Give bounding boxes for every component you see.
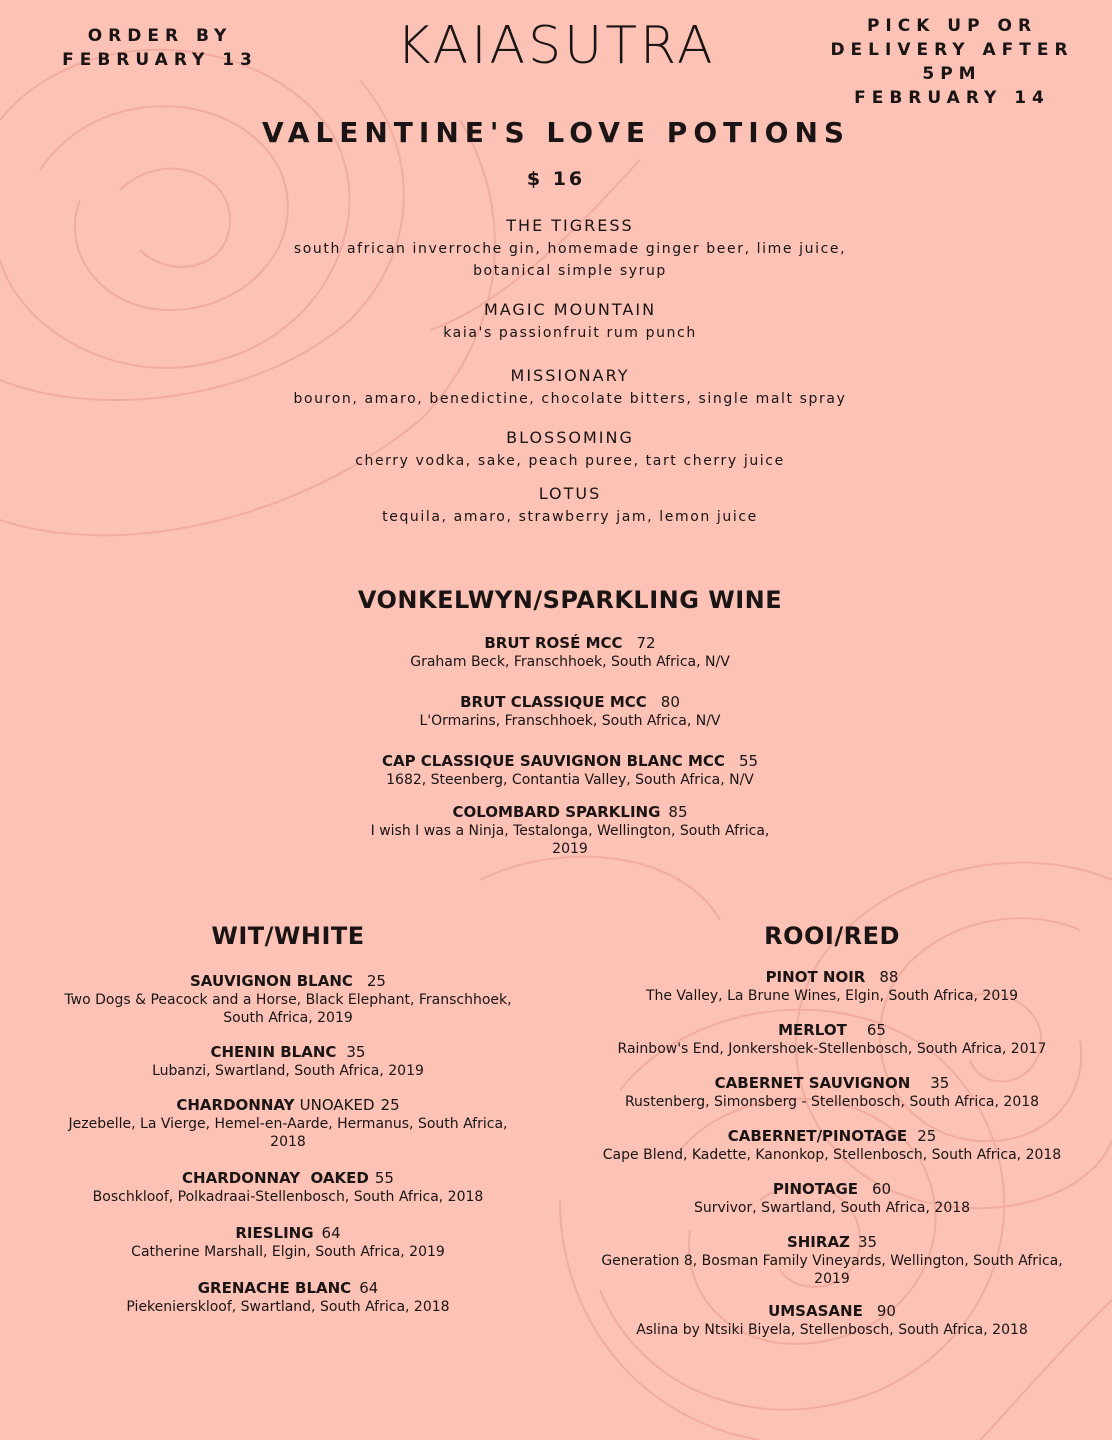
cocktail-name: THE TIGRESS: [506, 216, 634, 235]
cocktail-item: [220, 364, 920, 410]
wine-item: [40, 1224, 536, 1261]
pickup-info: [802, 14, 1102, 110]
wine-name: CABERNET SAUVIGNON: [714, 1074, 911, 1092]
wine-price: 25: [917, 1127, 937, 1145]
cocktail-list: [220, 214, 920, 544]
wine-desc: Jezebelle, La Vierge, Hemel-en-Aarde, Hermanus, South Africa,: [68, 1116, 508, 1132]
red-wine-section: [580, 922, 1084, 1353]
wine-item: [270, 752, 870, 789]
wine-desc: Catherine Marshall, Elgin, South Africa, 2019: [131, 1244, 445, 1260]
red-title: ROOI/RED: [764, 922, 900, 950]
wine-price: 25: [366, 972, 386, 990]
cocktail-name: LOTUS: [538, 484, 602, 503]
order-deadline-line1: ORDER BY: [87, 26, 233, 46]
wine-desc: Rainbow's End, Jonkershoek-Stellenbosch, South Africa, 2017: [617, 1041, 1047, 1057]
wine-price: 72: [636, 634, 656, 652]
wine-item: [270, 693, 870, 730]
wine-name: CAP CLASSIQUE SAUVIGNON BLANC MCC: [381, 752, 725, 770]
wine-desc: 2018: [270, 1134, 306, 1150]
wine-name: RIESLING: [235, 1224, 314, 1242]
cocktail-desc: botanical simple syrup: [473, 263, 667, 279]
wine-price: 55: [374, 1169, 394, 1187]
wine-name: UMSASANE: [768, 1302, 863, 1320]
wine-name: BRUT ROSÉ MCC: [484, 634, 623, 652]
wine-desc: Rustenberg, Simonsberg - Stellenbosch, South Africa, 2018: [624, 1094, 1040, 1110]
cocktail-item: [220, 426, 920, 472]
white-title: WIT/WHITE: [211, 922, 365, 950]
wine-desc: 2019: [552, 841, 588, 857]
wine-item: [580, 1180, 1084, 1217]
wine-desc: South Africa, 2019: [223, 1010, 353, 1026]
cocktail-desc: kaia's passionfruit rum punch: [443, 325, 697, 341]
wine-name: SHIRAZ: [786, 1233, 850, 1251]
white-wine-section: [40, 922, 536, 1330]
wine-style-note: UNOAKED: [299, 1096, 375, 1114]
wine-price: 65: [866, 1021, 886, 1039]
wine-item: [580, 1074, 1084, 1111]
cocktail-desc: bouron, amaro, benedictine, chocolate bitters, single malt spray: [293, 391, 847, 407]
wine-desc: Generation 8, Bosman Family Vineyards, Wellington, South Africa,: [601, 1253, 1063, 1269]
order-deadline-line2: FEBRUARY 13: [62, 50, 258, 70]
wine-item: [580, 1233, 1084, 1288]
wine-price: 60: [872, 1180, 892, 1198]
wine-price: 35: [857, 1233, 878, 1251]
wine-desc: Two Dogs & Peacock and a Horse, Black Elephant, Franschhoek,: [64, 992, 512, 1008]
wine-name: SAUVIGNON BLANC: [190, 972, 353, 990]
wine-price: 55: [738, 752, 759, 770]
sparkling-wine-list: [270, 634, 870, 858]
wine-name: PINOTAGE: [772, 1180, 859, 1198]
potions-title: VALENTINE'S LOVE POTIONS: [261, 116, 851, 149]
wine-name: CHARDONNAY OAKED: [182, 1169, 369, 1187]
wine-name: MERLOT: [778, 1021, 847, 1039]
wine-name: GRENACHE BLANC: [197, 1279, 352, 1297]
wine-item: [40, 1169, 536, 1206]
cocktail-item: [220, 298, 920, 344]
wine-item: [270, 803, 870, 858]
wine-item: [580, 1021, 1084, 1058]
wine-name: COLOMBARD SPARKLING: [452, 803, 661, 821]
wine-item: [580, 1302, 1084, 1339]
wine-desc: Survivor, Swartland, South Africa, 2018: [693, 1200, 971, 1216]
wine-desc: Boschkloof, Polkadraai-Stellenbosch, South Africa, 2018: [92, 1189, 484, 1205]
cocktail-desc: tequila, amaro, strawberry jam, lemon juice: [382, 509, 758, 525]
wine-desc: Lubanzi, Swartland, South Africa, 2019: [152, 1063, 424, 1079]
wine-price: 64: [321, 1224, 341, 1242]
cocktail-name: MAGIC MOUNTAIN: [483, 300, 657, 319]
wine-item: [40, 972, 536, 1027]
sparkling-title: VONKELWYN/SPARKLING WINE: [357, 586, 783, 614]
cocktail-name: MISSIONARY: [510, 366, 630, 385]
wine-desc: L'Ormarins, Franschhoek, South Africa, N/V: [419, 713, 721, 729]
wine-price: 64: [359, 1279, 379, 1297]
wine-name: CHENIN BLANC: [210, 1043, 337, 1061]
red-wine-list: [580, 968, 1084, 1339]
wine-item: [580, 1127, 1084, 1164]
potions-price: $ 16: [526, 168, 586, 190]
brand-logo: KAIASUTRA: [396, 16, 716, 76]
cocktail-item: [220, 214, 920, 282]
cocktail-item: [220, 482, 920, 528]
wine-price: 25: [380, 1096, 400, 1114]
wine-name: CHARDONNAY: [176, 1096, 295, 1114]
wine-name: CABERNET/PINOTAGE: [727, 1127, 908, 1145]
wine-name: PINOT NOIR: [765, 968, 866, 986]
pickup-info-line1: PICK UP OR: [866, 16, 1038, 36]
wine-item: [40, 1096, 536, 1151]
cocktail-name: BLOSSOMING: [506, 428, 634, 447]
wine-desc: 1682, Steenberg, Contantia Valley, South Africa, N/V: [386, 772, 754, 788]
wine-desc: I wish I was a Ninja, Testalonga, Wellington, South Africa,: [370, 823, 770, 839]
wine-price: 35: [346, 1043, 366, 1061]
wine-item: [270, 634, 870, 671]
wine-desc: Piekenierskloof, Swartland, South Africa, 2018: [126, 1299, 450, 1315]
wine-name: BRUT CLASSIQUE MCC: [460, 693, 647, 711]
wine-item: [40, 1279, 536, 1316]
wine-price: 90: [876, 1302, 896, 1320]
wine-price: 80: [660, 693, 680, 711]
wine-desc: Cape Blend, Kadette, Kanonkop, Stellenbosch, South Africa, 2018: [602, 1147, 1062, 1163]
cocktail-desc: south african inverroche gin, homemade ginger beer, lime juice,: [293, 241, 847, 257]
cocktail-desc: cherry vodka, sake, peach puree, tart cherry juice: [355, 453, 785, 469]
pickup-info-line3: FEBRUARY 14: [854, 88, 1050, 108]
wine-desc: The Valley, La Brune Wines, Elgin, South Africa, 2019: [645, 988, 1019, 1004]
wine-price: 35: [930, 1074, 950, 1092]
pickup-info-line2: DELIVERY AFTER 5PM: [830, 40, 1074, 84]
wine-desc: Aslina by Ntsiki Biyela, Stellenbosch, South Africa, 2018: [636, 1322, 1028, 1338]
wine-item: [580, 968, 1084, 1005]
wine-item: [40, 1043, 536, 1080]
wine-price: 88: [879, 968, 899, 986]
sparkling-wine-section: [270, 586, 870, 872]
wine-price: 85: [668, 803, 688, 821]
white-wine-list: [40, 972, 536, 1316]
wine-desc: 2019: [814, 1271, 850, 1287]
wine-desc: Graham Beck, Franschhoek, South Africa, N/V: [410, 654, 730, 670]
